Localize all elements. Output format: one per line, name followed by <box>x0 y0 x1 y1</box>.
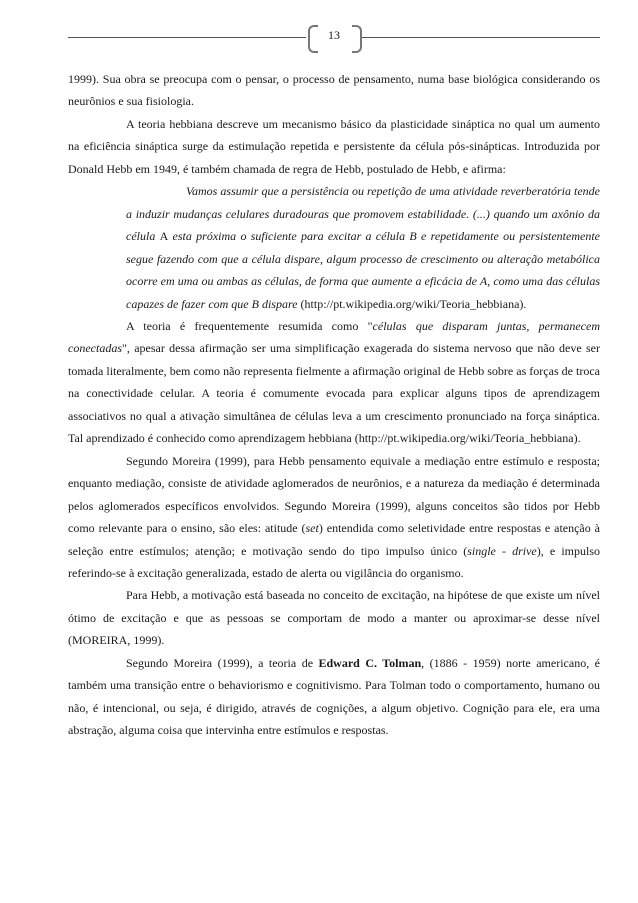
block-quote-hebb <box>126 180 600 315</box>
paragraph-hebbian-theory <box>68 113 600 180</box>
document-body <box>68 68 600 742</box>
paragraph-moreira-hebb <box>68 450 600 585</box>
paragraph-continuation <box>68 68 600 113</box>
quote-source: (http://pt.wikipedia.org/wiki/Teoria_hebbiana). <box>297 296 527 311</box>
paragraph-tolman <box>68 652 600 742</box>
paragraph-text-a: A teoria é frequentemente resumida como " <box>126 318 373 333</box>
paragraph-text-e: ), e impulso referindo-se à excitação generalizada, estado de alerta ou vigilância do organismo. <box>68 543 600 580</box>
header-rule-right <box>362 37 600 38</box>
paragraph-text-a: Segundo Moreira (1999), para Hebb pensamento equivale a mediação entre estímulo e resposta; enquanto mediação, consiste de atividade aglomerados de neurônios, e a natureza da mediação é determinada pelos aglomerados específicos envolvidos. Segundo Moreira (1999), alguns conceitos são tidos por Hebb como relevante para o ensino, são eles: atitude ( <box>68 453 600 536</box>
page-number: 13 <box>328 28 340 42</box>
page-number-bracket-right <box>352 25 362 53</box>
term-set: set <box>305 521 319 536</box>
paragraph-text-c: ) entendida como seletividade entre respostas e atenção à seleção entre estímulos; atenção; e motivação sendo do tipo impulso único ( <box>68 521 600 558</box>
paragraph-text: Para Hebb, a motivação está baseada no conceito de excitação, na hipótese de que existe um nível ótimo de excitação e que as pessoas se comportam de modo a manter ou aproximar-se desse nível (MOREIRA, 1999). <box>68 588 600 648</box>
paragraph-text-a: Segundo Moreira (1999), a teoria de <box>126 655 319 670</box>
paragraph-theory-summary <box>68 315 600 450</box>
term-single-drive: single - drive <box>467 543 537 558</box>
quote-text-b: A <box>159 229 169 244</box>
paragraph-text-c: ", apesar dessa afirmação ser uma simplificação exagerada do sistema nervoso que não deve ser tomada literalmente, bem como não representa fielmente a afirmação original de Hebb sobre as forças de troca na conectividade celular. A teoria é comumente evocada para explicar alguns tipos de aprendizagem associativos no qual a ativação simultânea de células leva a um crescimento pronunciado na força sináptica. Tal aprendizado é conhecido como aprendizagem hebbiana (http://pt.wikipedia.org/wiki/Teoria_hebbiana). <box>68 341 600 446</box>
quote-text-c: esta próxima o suficiente para excitar a célula B e repetidamente ou persistentemente segue fazendo com que a célula dispare, algum processo de crescimento ou alteração metabólica ocorre em uma ou ambas as células, de forma que aumente a eficácia de A, como uma das células capazes de fazer com que B dispare <box>126 229 600 311</box>
paragraph-text: 1999). Sua obra se preocupa com o pensar, o processo de pensamento, numa base biológica considerando os neurônios e sua fisiologia. <box>68 72 600 109</box>
paragraph-text-c: , (1886 - 1959) norte americano, é também uma transição entre o behaviorismo e cognitivismo. Para Tolman todo o comportamento, humano ou não, é intencional, ou seja, é dirigido, através de cognições, a algum objetivo. Cognição para ele, era uma abstração, alguma coisa que intervinha entre estímulos e respostas. <box>68 655 600 738</box>
paragraph-motivation <box>68 584 600 651</box>
quote-text-a: Vamos assumir que a persistência ou repetição de uma atividade reverberatória tende a induzir mudanças celulares duradouras que promovem estabilidade. (...) quando um axônio da célula <box>126 184 600 244</box>
paragraph-text: A teoria hebbiana descreve um mecanismo básico da plasticidade sináptica no qual um aumento na eficiência sináptica surge da estimulação repetida e persistente da célula pós-sinápticas. Introduzida por Donald Hebb em 1949, é também chamada de regra de Hebb, postulado de Hebb, e afirma: <box>68 116 600 176</box>
paragraph-quote: células que disparam juntas, permanecem conectadas <box>68 318 600 356</box>
page-header <box>68 22 600 52</box>
author-name-tolman: Edward C. Tolman <box>318 655 422 670</box>
header-rule-left <box>68 37 306 38</box>
